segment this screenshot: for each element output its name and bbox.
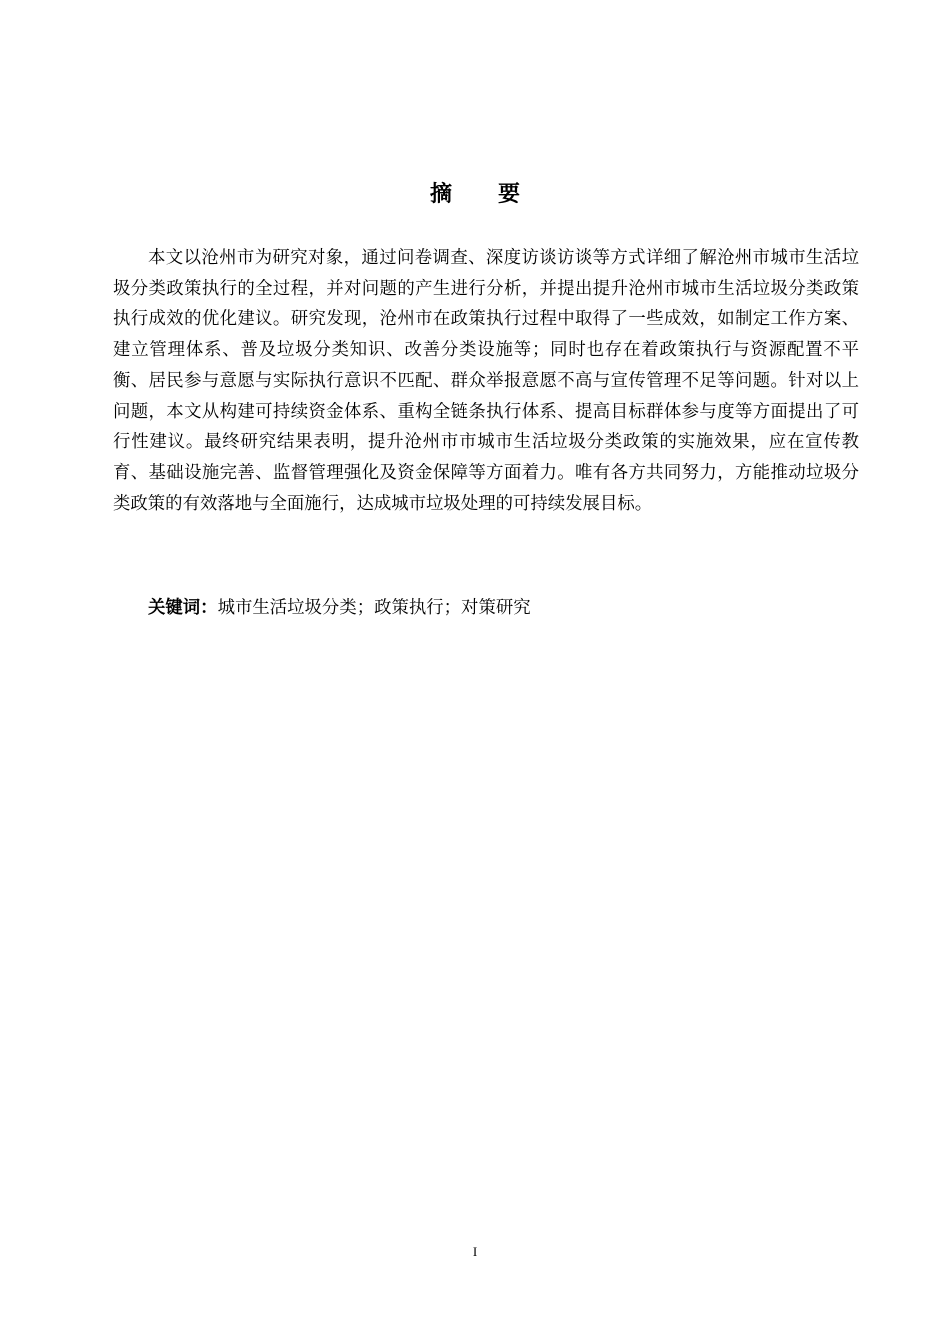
abstract-title: 摘要 (429, 182, 566, 207)
keywords-text: 城市生活垃圾分类；政策执行；对策研究 (217, 598, 531, 618)
keywords-label: 关键词： (148, 598, 218, 618)
page-number: I (472, 1244, 478, 1259)
keywords-line (148, 593, 848, 623)
abstract-body: 本文以沧州市为研究对象，通过问卷调查、深度访谈访谈等方式详细了解沧州市城市生活垃圾分类政策执行的全过程，并对问题的产生进行分析，并提出提升沧州市城市生活垃圾分类政策执行成效的优化建议。研究发现，沧州市在政策执行过程中取得了一些成效，如制定工作方案、建立管理体系、普及垃圾分类知识、改善分类设施等；同时也存在着政策执行与资源配置不平衡、居民参与意愿与实际执行意识不匹配、群众举报意愿不高与宣传管理不足等问题。针对以上问题，本文从构建可持续资金体系、重构全链条执行体系、提高目标群体参与度等方面提出了可行性建议。最终研究结果表明，提升沧州市市城市生活垃圾分类政策的实施效果，应在宣传教育、基础设施完善、监督管理强化及资金保障等方面着力。唯有各方共同努力，方能推动垃圾分类政策的有效落地与全面施行，达成城市垃圾处理的可持续发展目标。 (113, 248, 859, 514)
